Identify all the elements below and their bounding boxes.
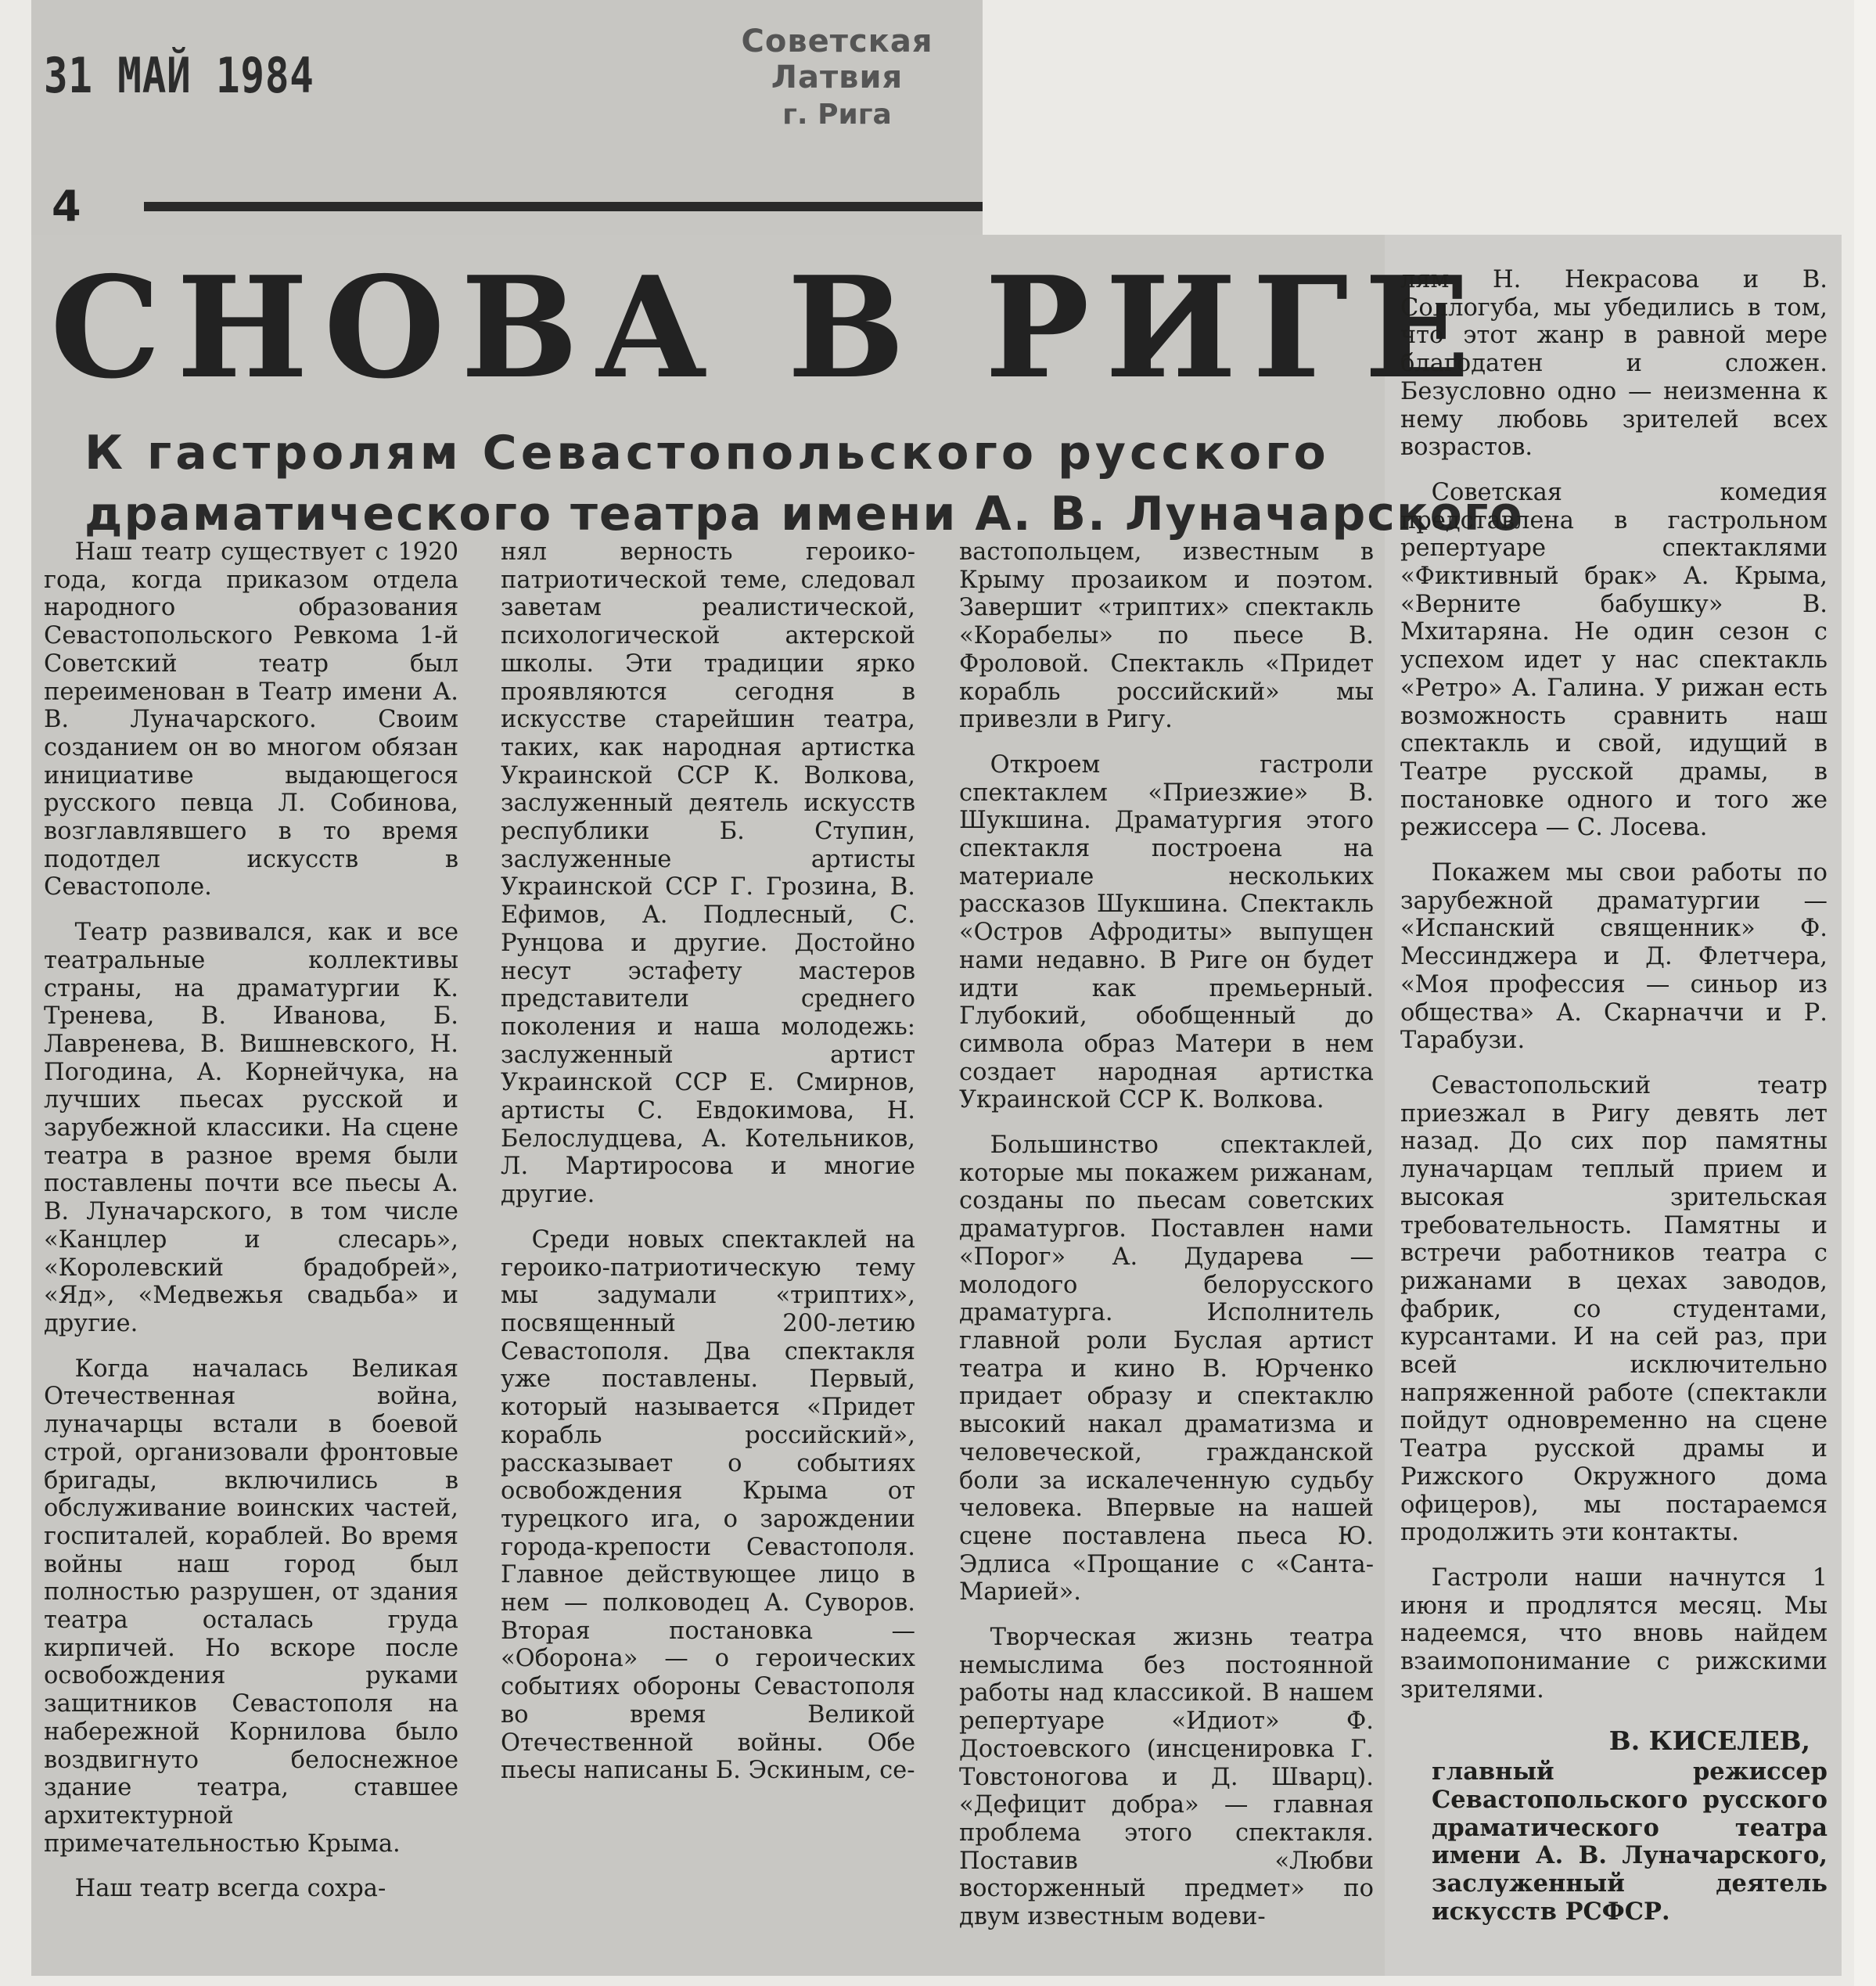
paragraph: Наш театр существует с 1920 года, когда приказом отдела народного образования Севастопольского Ревкома 1-й Советский театр был переименован в Театр имени А. В. Луначарского. Своим созданием он во многом обязан инициативе выдающегося русского певца Л. Собинова, возглавлявшего в то время подотдел искусств в Севастополе. xyxy=(44,538,458,901)
paragraph: Гастроли наши начнутся 1 июня и продлятся месяц. Мы надеемся, что вновь найдем взаимопонимание с рижскими зрителями. xyxy=(1400,1563,1827,1704)
article-subheadline-line1: К гастролям Севастопольского русского xyxy=(84,426,1330,480)
article-column-3 xyxy=(959,538,1374,1931)
article-subheadline-line2: драматического театра имени А. В. Луначарского xyxy=(84,487,1524,541)
paragraph: Наш театр всегда сохра- xyxy=(74,1875,386,1903)
article-column-2 xyxy=(501,538,915,1785)
newspaper-name: Советская Латвия xyxy=(741,23,933,95)
paragraph: Среди новых спектаклей на героико-патриотическую тему мы задумали «триптих», посвященный 200-летию Севастополя. Два спектакля уже поставлены. Первый, который называется «Придет корабль российский», рассказывает о событиях освобождения Крыма от турецкого ига, о зарождении города-крепости Севастополя. Главное действующее лицо в нем — полководец А. Суворов. Вторая постановка — «Оборона» — о героических событиях обороны Севастополя во время Великой Отечественной войны. Обе пьесы написаны Б. Эскиным, се- xyxy=(501,1225,915,1785)
paragraph: Большинство спектаклей, которые мы покажем рижанам, созданы по пьесам советских драматургов. Поставлен нами «Порог» А. Дударева — молодого белорусского драматурга. Исполнитель главной роли Буслая артист театра и кино В. Юрченко придает образу и спектаклю высокий накал драматизма и человеческой, гражданской боли за искалеченную судьбу человека. Впервые на нашей сцене поставлена пьеса Ю. Эдлиса «Прощание с «Санта-Марией». xyxy=(959,1132,1374,1606)
paragraph: Покажем мы свои работы по зарубежной драматургии — «Испанский священник» Ф. Мессинджера и Д. Флетчера, «Моя профессия — синьор из общества» А. Скарначчи и Р. Тарабузи. xyxy=(1400,859,1827,1055)
article-column-4 xyxy=(1400,266,1827,1926)
newspaper-stamp xyxy=(688,23,986,131)
newspaper-city: г. Рига xyxy=(782,99,892,131)
header-rule xyxy=(144,202,983,211)
author-role: главный режиссер Севастопольского русского драматического театра имени А. В. Луначарского, заслуженный деятель искусств РСФСР. xyxy=(1432,1758,1827,1926)
paragraph: нял верность героико-патриотической теме, следовал заветам реалистической, психологической актерской школы. Эти традиции ярко проявляются сегодня в искусстве старейшин театра, таких, как народная артистка Украинской ССР К. Волкова, заслуженный деятель искусств республики Б. Ступин, заслуженные артисты Украинской ССР Г. Грозина, В. Ефимов, А. Подлесный, С. Рунцова и другие. Достойно несут эстафету мастеров представители среднего поколения и наша молодежь: заслуженный артист Украинской ССР Е. Смирнов, артисты С. Евдокимова, Н. Белослудцева, А. Котельников, Л. Мартиросова и многие другие. xyxy=(501,538,915,1209)
article-headline: СНОВА В РИГЕ xyxy=(50,246,1486,409)
paragraph: Творческая жизнь театра немыслима без постоянной работы над классикой. В нашем репертуаре «Идиот» Ф. Достоевского (инсценировка Г. Товстоногова и Д. Шварц). «Дефицит добра» — главная проблема этого спектакля. Поставив «Любви восторженный предмет» по двум известным водеви- xyxy=(959,1624,1374,1931)
date-stamp: 31 МАЙ 1984 xyxy=(44,47,314,104)
page-number: 4 xyxy=(52,182,81,231)
paragraph: Советская комедия представлена в гастрольном репертуаре спектаклями «Фиктивный брак» А. Крыма, «Верните бабушку» В. Мхитаряна. Не один сезон с успехом идет у нас спектакль «Ретро» А. Галина. У рижан есть возможность сравнить наш спектакль и свой, идущий в Театре русской драмы, в постановке одного и того же режиссера — С. Лосева. xyxy=(1400,478,1827,842)
author-signature: В. КИСЕЛЕВ, xyxy=(1608,1725,1810,1757)
paragraph: Театр развивался, как и все театральные коллективы страны, на драматургии К. Тренева, В. Иванова, Б. Лавренева, В. Вишневского, Н. Погодина, А. Корнейчука, на лучших пьесах русской и зарубежной классики. На сцене театра в разное время были поставлены почти все пьесы А. В. Луначарского, в том числе «Канцлер и слесарь», «Королевский брадобрей», «Яд», «Медвежья свадьба» и другие. xyxy=(44,919,458,1337)
paragraph: вастопольцем, известным в Крыму прозаиком и поэтом. Завершит «триптих» спектакль «Корабелы» по пьесе В. Фроловой. Спектакль «Придет корабль российский» мы привезли в Ригу. xyxy=(959,538,1374,734)
page-margin xyxy=(1854,0,1876,1986)
paragraph: Откроем гастроли спектаклем «Приезжие» В. Шукшина. Драматургия этого спектакля построена на материале нескольких рассказов Шукшина. Спектакль «Остров Афродиты» выпущен нами недавно. В Риге он будет идти как премьерный. Глубокий, обобщенный до символа образ Матери в нем создает народная артистка Украинской ССР К. Волкова. xyxy=(959,750,1374,1114)
paragraph: лям Н. Некрасова и В. Соллогуба, мы убедились в том, что этот жанр в равной мере благодатен и сложен. Безусловно одно — неизменна к нему любовь зрителей всех возрастов. xyxy=(1400,266,1827,462)
article-column-1 xyxy=(44,538,458,1903)
paragraph: Когда началась Великая Отечественная война, луначарцы встали в боевой строй, организовали фронтовые бригады, включились в обслуживание воинских частей, госпиталей, кораблей. Во время войны наш город был полностью разрушен, от здания театра осталась груда кирпичей. Но вскоре после освобождения руками защитников Севастополя на набережной Корнилова было воздвигнуто белоснежное здание театра, ставшее архитектурной примечательностью Крыма. xyxy=(44,1355,458,1858)
paragraph: Севастопольский театр приезжал в Ригу девять лет назад. До сих пор памятны луначарцам теплый прием и высокая зрительская требовательность. Памятны и встречи работников театра с рижанами в цехах заводов, фабрик, со студентами, курсантами. И на сей раз, при всей исключительно напряженной работе (спектакли пойдут одновременно на сцене Театра русской драмы и Рижского Окружного дома офицеров), мы постараемся продолжить эти контакты. xyxy=(1400,1071,1827,1547)
